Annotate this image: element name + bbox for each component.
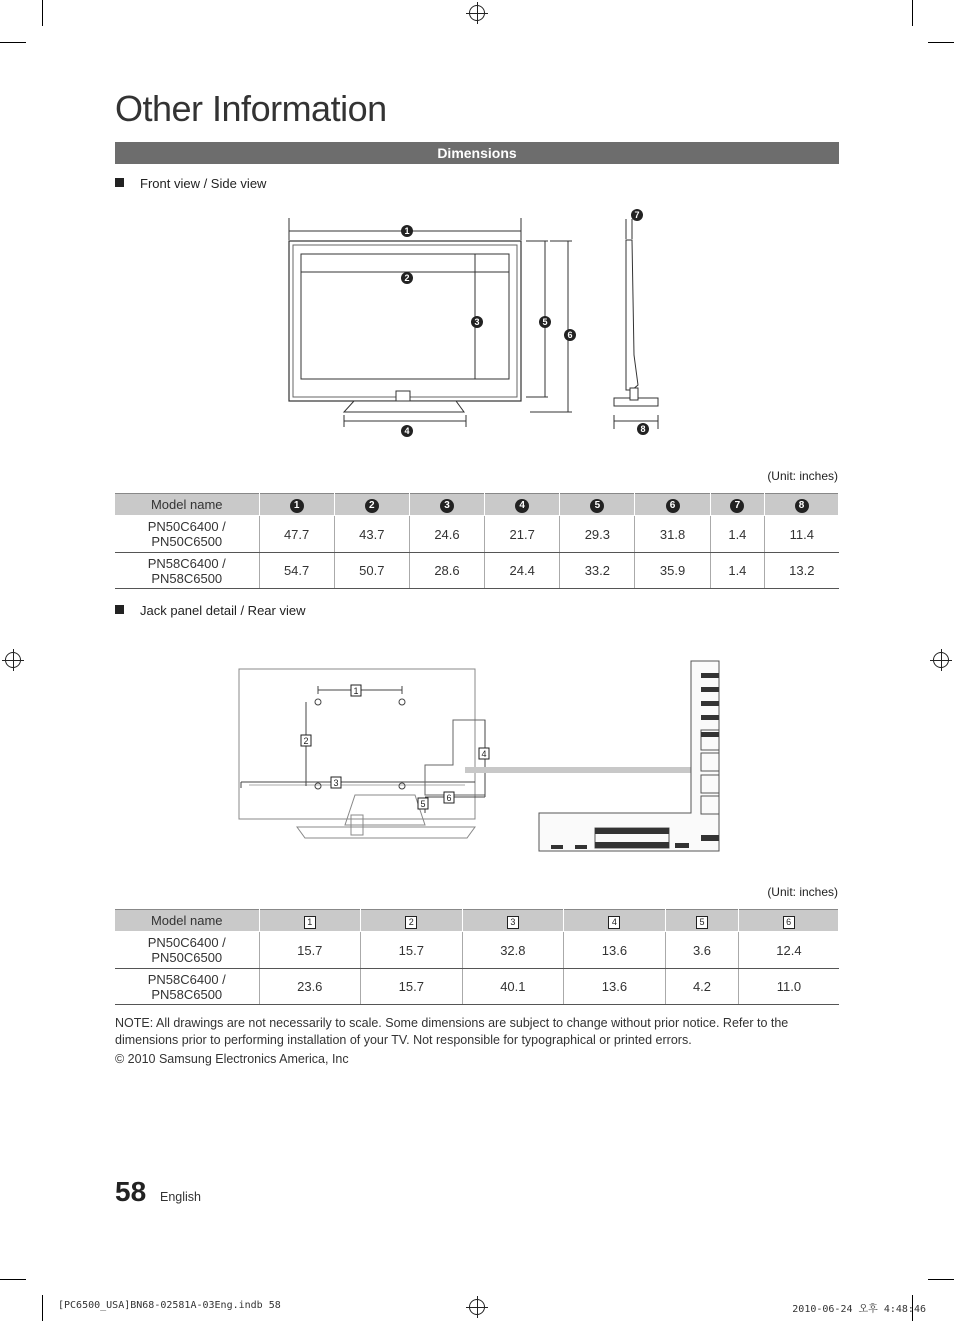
callout-4: 4 xyxy=(404,426,410,436)
print-slug-right: 2010-06-24 오후 4:48:46 xyxy=(792,1304,926,1315)
model-cell: PN50C6400 / PN50C6500 xyxy=(115,516,259,553)
box-callout-1: 1 xyxy=(353,686,359,696)
value-cell: 13.6 xyxy=(564,969,666,1005)
value-cell: 28.6 xyxy=(409,553,484,589)
registration-mark-icon xyxy=(469,1299,485,1315)
table-header-row xyxy=(115,910,839,932)
bullet-square-icon xyxy=(115,605,124,614)
column-header: Model name xyxy=(115,494,259,516)
callout-1: 1 xyxy=(404,226,410,236)
value-cell: 32.8 xyxy=(462,932,564,969)
box-callout-2: 2 xyxy=(303,736,309,746)
value-cell: 33.2 xyxy=(560,553,635,589)
value-cell: 13.6 xyxy=(564,932,666,969)
table-row xyxy=(115,553,839,589)
crop-mark xyxy=(42,1295,43,1321)
unit-label-jack: (Unit: inches) xyxy=(767,885,838,899)
bullet-square-icon xyxy=(115,178,124,187)
column-header: 1 xyxy=(259,910,361,932)
table-header-row xyxy=(115,494,839,516)
jack-view-heading-text: Jack panel detail / Rear view xyxy=(140,603,306,618)
callout-6: 6 xyxy=(567,330,573,340)
value-cell: 11.4 xyxy=(765,516,839,553)
crop-mark xyxy=(0,1279,26,1280)
value-cell: 11.0 xyxy=(739,969,839,1005)
front-view-table xyxy=(115,493,839,589)
value-cell: 43.7 xyxy=(334,516,409,553)
value-cell: 35.9 xyxy=(635,553,710,589)
column-header: 6 xyxy=(635,494,710,516)
front-side-view-diagram xyxy=(280,205,680,440)
value-cell: 47.7 xyxy=(259,516,334,553)
value-cell: 54.7 xyxy=(259,553,334,589)
value-cell: 24.4 xyxy=(485,553,560,589)
value-cell: 40.1 xyxy=(462,969,564,1005)
callout-5: 5 xyxy=(542,317,548,327)
page-title: Other Information xyxy=(115,88,387,129)
registration-mark-icon xyxy=(933,652,949,668)
box-callout-3: 3 xyxy=(333,778,339,788)
box-callout-6: 6 xyxy=(446,793,452,803)
column-header: 1 xyxy=(259,494,334,516)
value-cell: 15.7 xyxy=(361,932,463,969)
column-header: 5 xyxy=(665,910,739,932)
front-view-heading xyxy=(115,176,266,191)
model-cell: PN58C6400 / PN58C6500 xyxy=(115,969,259,1005)
column-header: 4 xyxy=(485,494,560,516)
crop-mark xyxy=(928,42,954,43)
column-header: 4 xyxy=(564,910,666,932)
table-row xyxy=(115,932,839,969)
callout-3: 3 xyxy=(474,317,480,327)
column-header: 7 xyxy=(710,494,765,516)
column-header: 2 xyxy=(334,494,409,516)
note-text: NOTE: All drawings are not necessarily to scale. Some dimensions are subject to change without prior notice. Refer to the dimensions prior to performing installation of your TV. Not responsible for typographical or printed errors. xyxy=(115,1016,789,1047)
front-view-heading-text: Front view / Side view xyxy=(140,176,267,191)
unit-label-front: (Unit: inches) xyxy=(767,469,838,483)
column-header: Model name xyxy=(115,910,259,932)
column-header: 3 xyxy=(462,910,564,932)
model-cell: PN50C6400 / PN50C6500 xyxy=(115,932,259,969)
value-cell: 31.8 xyxy=(635,516,710,553)
crop-mark xyxy=(42,0,43,26)
value-cell: 13.2 xyxy=(765,553,839,589)
value-cell: 15.7 xyxy=(361,969,463,1005)
column-header: 2 xyxy=(361,910,463,932)
column-header: 6 xyxy=(739,910,839,932)
model-cell: PN58C6400 / PN58C6500 xyxy=(115,553,259,589)
registration-mark-icon xyxy=(5,652,21,668)
jack-view-table xyxy=(115,909,839,1005)
page-number: 58 xyxy=(115,1176,147,1207)
value-cell: 4.2 xyxy=(665,969,739,1005)
column-header: 3 xyxy=(409,494,484,516)
page-language: English xyxy=(160,1190,201,1204)
column-header: 5 xyxy=(560,494,635,516)
crop-mark xyxy=(912,0,913,26)
copyright-text: © 2010 Samsung Electronics America, Inc xyxy=(115,1052,349,1066)
value-cell: 1.4 xyxy=(710,516,765,553)
jack-panel-rear-view-diagram xyxy=(235,655,725,855)
box-callout-5: 5 xyxy=(420,799,426,809)
section-header: Dimensions xyxy=(115,142,839,164)
print-slug-left: [PC6500_USA]BN68-02581A-03Eng.indb 58 xyxy=(58,1300,281,1311)
box-callout-4: 4 xyxy=(481,749,487,759)
crop-mark xyxy=(928,1279,954,1280)
value-cell: 23.6 xyxy=(259,969,361,1005)
registration-mark-icon xyxy=(469,5,485,21)
callout-7: 7 xyxy=(634,210,640,220)
callout-8: 8 xyxy=(640,424,646,434)
value-cell: 21.7 xyxy=(485,516,560,553)
callout-2: 2 xyxy=(404,273,410,283)
value-cell: 50.7 xyxy=(334,553,409,589)
value-cell: 3.6 xyxy=(665,932,739,969)
value-cell: 24.6 xyxy=(409,516,484,553)
crop-mark xyxy=(0,42,26,43)
jack-view-heading xyxy=(115,603,305,618)
value-cell: 15.7 xyxy=(259,932,361,969)
table-row xyxy=(115,969,839,1005)
value-cell: 1.4 xyxy=(710,553,765,589)
table-row xyxy=(115,516,839,553)
column-header: 8 xyxy=(765,494,839,516)
value-cell: 12.4 xyxy=(739,932,839,969)
value-cell: 29.3 xyxy=(560,516,635,553)
